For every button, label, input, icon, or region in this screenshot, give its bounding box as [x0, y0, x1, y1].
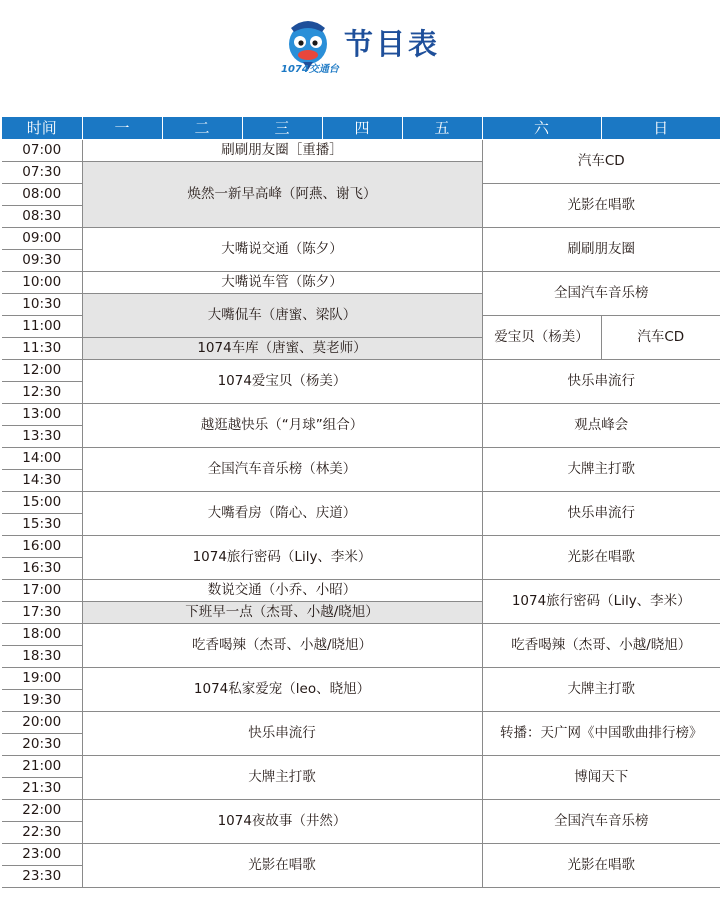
- program-cell: 数说交通（小乔、小昭）: [82, 580, 482, 602]
- time-cell: 19:00: [2, 668, 82, 690]
- time-cell: 14:30: [2, 470, 82, 492]
- program-cell: 快乐串流行: [482, 360, 720, 404]
- program-cell: 转播：天广网《中国歌曲排行榜》: [482, 712, 720, 756]
- table-row: [2, 536, 720, 558]
- program-cell: 吃香喝辣（杰哥、小越/晓旭）: [482, 624, 720, 668]
- time-cell: 13:00: [2, 404, 82, 426]
- program-cell: 1074旅行密码（Lily、李米）: [482, 580, 720, 624]
- program-cell: 汽车CD: [482, 140, 720, 184]
- program-cell: 大牌主打歌: [482, 448, 720, 492]
- time-cell: 10:00: [2, 272, 82, 294]
- time-cell: 23:30: [2, 866, 82, 888]
- program-cell: 全国汽车音乐榜: [482, 272, 720, 316]
- table-row: [2, 272, 720, 294]
- time-cell: 13:30: [2, 426, 82, 448]
- program-cell: 快乐串流行: [482, 492, 720, 536]
- program-cell: 博闻天下: [482, 756, 720, 800]
- program-cell: 越逛越快乐（“月球”组合）: [82, 404, 482, 448]
- program-cell: 大牌主打歌: [82, 756, 482, 800]
- table-row: [2, 800, 720, 822]
- time-cell: 07:00: [2, 140, 82, 162]
- time-cell: 18:00: [2, 624, 82, 646]
- program-cell: 1074私家爱宠（leo、晓旭）: [82, 668, 482, 712]
- program-cell: 刷刷朋友圈［重播］: [82, 140, 482, 162]
- time-cell: 19:30: [2, 690, 82, 712]
- program-cell: 大嘴侃车（唐蜜、梁队）: [82, 294, 482, 338]
- program-cell: 汽车CD: [601, 316, 720, 360]
- table-row: [2, 228, 720, 250]
- time-cell: 15:00: [2, 492, 82, 514]
- time-cell: 17:30: [2, 602, 82, 624]
- table-row: [2, 844, 720, 866]
- col-header-tue: 二: [162, 117, 242, 140]
- col-header-wed: 三: [242, 117, 322, 140]
- program-cell: 爱宝贝（杨美）: [482, 316, 601, 360]
- time-cell: 12:00: [2, 360, 82, 382]
- table-row: [2, 580, 720, 602]
- time-cell: 15:30: [2, 514, 82, 536]
- time-cell: 16:30: [2, 558, 82, 580]
- time-cell: 20:00: [2, 712, 82, 734]
- program-cell: 焕然一新早高峰（阿燕、谢飞）: [82, 162, 482, 228]
- col-header-time: 时间: [2, 117, 82, 140]
- col-header-mon: 一: [82, 117, 162, 140]
- time-cell: 22:30: [2, 822, 82, 844]
- time-cell: 17:00: [2, 580, 82, 602]
- table-row: [2, 360, 720, 382]
- time-cell: 21:30: [2, 778, 82, 800]
- time-cell: 23:00: [2, 844, 82, 866]
- table-row: [2, 756, 720, 778]
- table-row: [2, 712, 720, 734]
- program-cell: 大嘴说车管（陈夕）: [82, 272, 482, 294]
- logo-text: 1074交通台: [281, 64, 339, 75]
- schedule-table: [2, 117, 720, 888]
- program-cell: 光影在唱歌: [482, 844, 720, 888]
- program-cell: 吃香喝辣（杰哥、小越/晓旭）: [82, 624, 482, 668]
- program-cell: 光影在唱歌: [482, 536, 720, 580]
- table-row: [2, 140, 720, 162]
- table-row: [2, 492, 720, 514]
- program-cell: 快乐串流行: [82, 712, 482, 756]
- program-cell: 大嘴看房（隋心、庆道）: [82, 492, 482, 536]
- time-cell: 09:30: [2, 250, 82, 272]
- program-cell: 刷刷朋友圈: [482, 228, 720, 272]
- time-cell: 11:00: [2, 316, 82, 338]
- time-cell: 07:30: [2, 162, 82, 184]
- time-cell: 14:00: [2, 448, 82, 470]
- time-cell: 22:00: [2, 800, 82, 822]
- page-title: 节目表: [344, 27, 441, 61]
- page-header: [0, 0, 722, 112]
- program-cell: 1074夜故事（井然）: [82, 800, 482, 844]
- col-header-sat: 六: [482, 117, 601, 140]
- col-header-thu: 四: [322, 117, 402, 140]
- time-cell: 18:30: [2, 646, 82, 668]
- program-cell: 1074旅行密码（Lily、李米）: [82, 536, 482, 580]
- time-cell: 16:00: [2, 536, 82, 558]
- program-cell: 1074车库（唐蜜、莫老师）: [82, 338, 482, 360]
- program-cell: 大牌主打歌: [482, 668, 720, 712]
- program-cell: 观点峰会: [482, 404, 720, 448]
- table-row: [2, 448, 720, 470]
- table-row: [2, 624, 720, 646]
- program-cell: 下班早一点（杰哥、小越/晓旭）: [82, 602, 482, 624]
- program-cell: 1074爱宝贝（杨美）: [82, 360, 482, 404]
- col-header-fri: 五: [402, 117, 482, 140]
- table-row: [2, 668, 720, 690]
- time-cell: 11:30: [2, 338, 82, 360]
- table-row: [2, 404, 720, 426]
- time-cell: 09:00: [2, 228, 82, 250]
- time-cell: 10:30: [2, 294, 82, 316]
- program-cell: 全国汽车音乐榜: [482, 800, 720, 844]
- program-cell: 光影在唱歌: [482, 184, 720, 228]
- col-header-sun: 日: [601, 117, 720, 140]
- header-row: [2, 117, 720, 140]
- time-cell: 08:00: [2, 184, 82, 206]
- program-cell: 大嘴说交通（陈夕）: [82, 228, 482, 272]
- time-cell: 12:30: [2, 382, 82, 404]
- time-cell: 08:30: [2, 206, 82, 228]
- time-cell: 21:00: [2, 756, 82, 778]
- program-cell: 光影在唱歌: [82, 844, 482, 888]
- program-cell: 全国汽车音乐榜（林美）: [82, 448, 482, 492]
- time-cell: 20:30: [2, 734, 82, 756]
